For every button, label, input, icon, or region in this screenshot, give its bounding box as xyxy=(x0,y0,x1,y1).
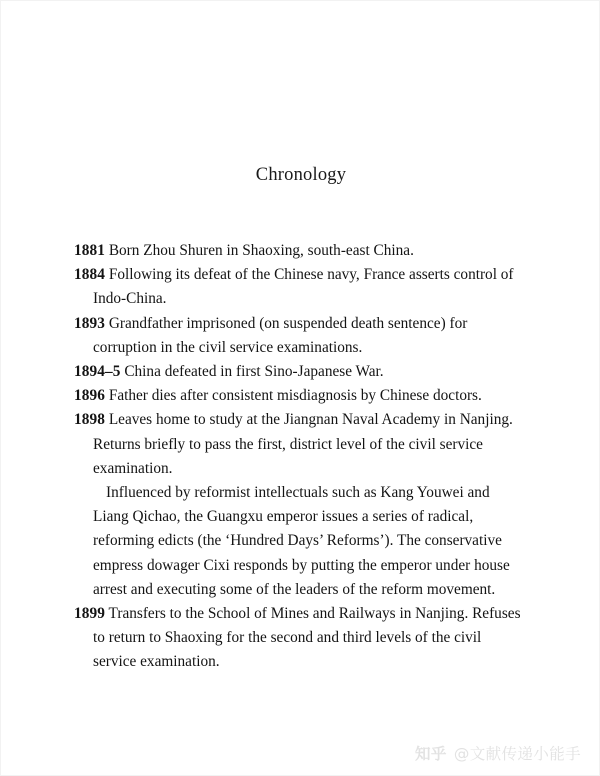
page-title: Chronology xyxy=(255,165,347,186)
entry-year: 1898 xyxy=(74,411,105,429)
entry-text: Following its defeat of the Chinese navy, France asserts control of Indo-China. xyxy=(93,266,514,308)
entry-text: Leaves home to study at the Jiangnan Naval Academy in Nanjing. Returns briefly to pass the first, district level of the civil service examination. xyxy=(93,411,513,477)
chronology-paragraph: Influenced by reformist intellectuals such as Kang Youwei and Liang Qichao, the Guangxu emperor issues a series of radical, reforming edicts (the ‘Hundred Days’ Reforms’). The conservative empress dowager Cixi responds by putting the emperor under house arrest and executing some of the leaders of the reform movement. xyxy=(93,484,510,598)
entry-text: Grandfather imprisoned (on suspended death sentence) for corruption in the civil service examinations. xyxy=(93,314,468,356)
entry-year: 1896 xyxy=(74,387,105,405)
entry-year: 1894–5 xyxy=(74,363,121,381)
entry-year: 1881 xyxy=(74,242,105,259)
entry-text: Transfers to the School of Mines and Railways in Nanjing. Refuses to return to Shaoxing for the second and third levels of the civil service examination. xyxy=(93,605,521,671)
chronology-entry xyxy=(74,408,526,481)
chronology-entry xyxy=(74,263,526,311)
entry-text: Father dies after consistent misdiagnosis by Chinese doctors. xyxy=(105,387,482,405)
chronology-entry xyxy=(74,602,526,675)
entry-text: Born Zhou Shuren in Shaoxing, south-east China. xyxy=(105,242,414,259)
chronology-entry xyxy=(74,360,526,384)
zhihu-logo: 知乎 xyxy=(415,745,447,763)
zhihu-handle: @文献传递小能手 xyxy=(453,745,582,763)
entry-year: 1893 xyxy=(74,314,105,332)
entry-year: 1899 xyxy=(74,605,105,623)
chronology-entry xyxy=(74,312,526,360)
chronology-entry xyxy=(74,239,526,263)
entry-text: China defeated in first Sino-Japanese War. xyxy=(120,363,384,381)
chronology-list xyxy=(74,239,526,675)
entry-year: 1884 xyxy=(74,266,105,284)
zhihu-watermark xyxy=(415,742,581,764)
chronology-entry xyxy=(74,384,526,408)
